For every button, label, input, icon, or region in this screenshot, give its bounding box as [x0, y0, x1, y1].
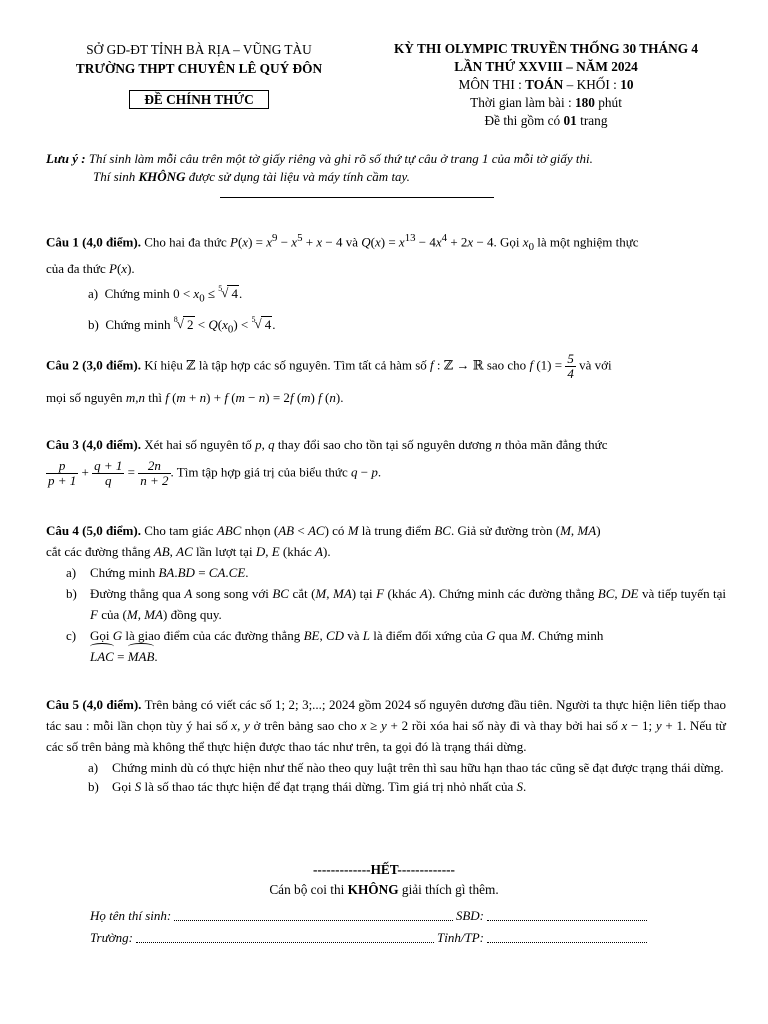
official-exam-badge: ĐỀ CHÍNH THỨC — [129, 90, 268, 109]
exam-edition: LẦN THỨ XXVIII – NĂM 2024 — [454, 59, 638, 74]
sbd-label: SBD: — [455, 908, 484, 923]
exam-pages: Đề thi gồm có 01 trang — [484, 113, 608, 128]
department-name: SỞ GD-ĐT TỈNH BÀ RỊA – VŨNG TÀU — [86, 42, 312, 57]
problem-1: Câu 1 (4,0 điểm). Cho hai đa thức $P(x) = x^9 - x^5 + x - 4$ và $Q(x) = x^{13} - 4x^4 + 2x - 4$. Gọi $x_0$ là một nghiệm thực của đa thức P(x). a) Chứng minh $0 < x_0$ ≤ 5 √ 4. b) Chứng minh 8 √ $2 < Q(x_0)$ < 5 √ 4. — [46, 232, 639, 336]
problem-3: Câu 3 (4,0 điểm). Xét hai số nguyên tố p, q thay đổi sao cho tồn tại số nguyên dương n thỏa mãn đẳng thức $\frac{p}{p + 1}$ + $\frac{q + 1}{q}$ = $\frac{2n}{n + 2}$ . Tìm tập hợp giá trị của biểu thức q − p. — [46, 437, 608, 488]
candidate-name-field[interactable] — [174, 908, 453, 921]
problem-5: Câu 5 (4,0 điểm). Trên bảng có viết các số 1; 2; 3;...; 2024 gồm 2024 số nguyên dương đầu tiên. Người ta thực hiện liên tiếp thao tác sau : mỗi lần chọn tùy ý hai số x, y ở trên bảng sao cho x ≥ y + 2 rồi xóa hai số này đi và thay bởi hai số x − 1; y + 1. Nếu từ các số trên bảng mà không thể thực hiện được thao tác như trên, ta gọi đó là trạng thái dừng. a) Chứng minh dù có thực hiện như thế nào theo quy luật trên thì sau hữu hạn thao tác cũng sẽ đạt được trạng thái dừng. b) Gọi S là số thao tác thực hiện để đạt trạng thái dừng. Tìm giá trị nhỏ nhất của S. — [46, 697, 726, 794]
candidate-name-row — [90, 908, 650, 924]
proctor-note: Cán bộ coi thi KHÔNG giải thích gì thêm. — [269, 882, 499, 897]
header-right — [352, 40, 740, 130]
header-left — [40, 40, 358, 109]
candidate-name-label: Họ tên thí sinh: — [90, 908, 172, 923]
exam-time: Thời gian làm bài : 180 phút — [470, 95, 622, 110]
school-name: TRƯỜNG THPT CHUYÊN LÊ QUÝ ĐÔN — [75, 61, 323, 76]
exam-subject: MÔN THI : TOÁN – KHỐI : 10 — [458, 77, 634, 92]
exam-note: Lưu ý : Thí sinh làm mỗi câu trên một tờ giấy riêng và ghi rõ số thứ tự câu ở trang 1 của mỗi tờ giấy thi. Thí sinh KHÔNG được sử dụng tài liệu và máy tính cầm tay. — [46, 151, 593, 184]
sbd-field[interactable] — [487, 908, 647, 921]
problem-2: Câu 2 (3,0 điểm). Kí hiệu ℤ là tập hợp các số nguyên. Tìm tất cả hàm số f : ℤ → ℝ sao cho f (1) = $\frac{5}{4}$ và với mọi số nguyên m,n thì f (m + n) + f (m − n) = 2f (m) f (n). — [46, 351, 612, 405]
school-field[interactable] — [136, 930, 434, 943]
note-label: Lưu ý : — [46, 151, 86, 166]
end-marker: -------------HẾT------------- — [313, 862, 455, 877]
school-row — [90, 930, 650, 946]
problem-4: Câu 4 (5,0 điểm). Cho tam giác ABC nhọn (AB < AC) có M là trung điểm BC. Giả sử đường tròn (M, MA) cắt các đường thẳng AB, AC lần lượt tại D, E (khác A). a) Chứng minh BA.BD = CA.CE. b) Đường thẳng qua A song song với BC cắt (M, MA) tại F (khác A). Chứng minh các đường thẳng BC, DE và tiếp tuyến tại F của (M, MA) đồng quy. c) Gọi G là giao điểm của các đường thẳng BE, CD và L là điểm đối xứng của G qua M. Chứng minh LAC = MAB. — [46, 520, 726, 667]
province-field[interactable] — [487, 930, 647, 943]
exam-title: KỲ THI OLYMPIC TRUYỀN THỐNG 30 THÁNG 4 — [393, 41, 699, 56]
school-label: Trường: — [90, 930, 133, 945]
separator-line — [220, 197, 494, 198]
province-label: Tỉnh/TP: — [437, 930, 484, 945]
